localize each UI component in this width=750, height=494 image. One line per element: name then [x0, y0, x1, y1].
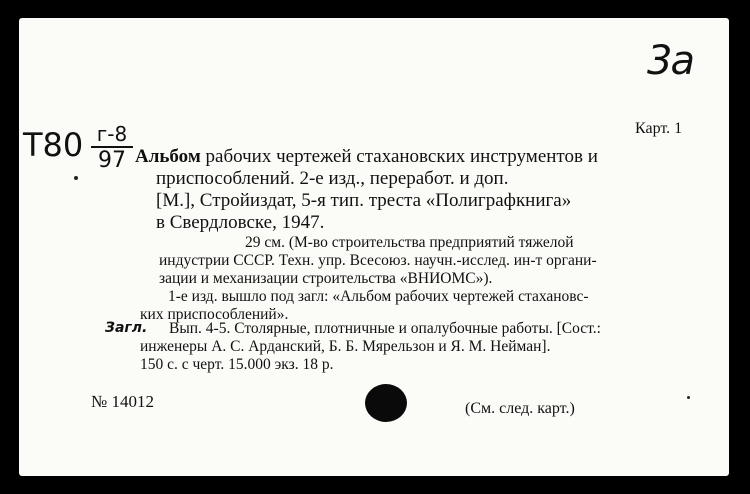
- desc-line-8: 150 с. с черт. 15.000 экз. 18 р.: [140, 356, 334, 373]
- handwritten-note: Загл.: [105, 320, 148, 336]
- title-line-3: [М.], Стройиздат, 5-я тип. треста «Полиграфкнига»: [156, 190, 572, 211]
- title-line-2: приспособлений. 2-е изд., переработ. и доп.: [156, 168, 509, 189]
- title-lead-word: Альбом: [135, 146, 201, 167]
- catalog-card: [19, 18, 729, 476]
- inventory-number: № 14012: [91, 392, 154, 411]
- shelf-mark-fraction: [93, 124, 131, 172]
- desc-line-1: 29 см. (М-во строительства предприятий тяжелой: [245, 234, 574, 251]
- ink-dot: [74, 176, 78, 180]
- library-stamp: [365, 384, 407, 422]
- title-line-1: [135, 146, 598, 168]
- corner-handwritten-mark: 3а: [647, 38, 693, 84]
- ink-dot: [687, 396, 690, 399]
- shelf-mark-denominator: 97: [98, 148, 126, 173]
- desc-line-4: 1-е изд. вышло под загл: «Альбом рабочих чертежей стахановс-: [168, 288, 589, 305]
- desc-line-6: Вып. 4-5. Столярные, плотничные и опалубочные работы. [Сост.:: [169, 320, 601, 337]
- desc-line-2: индустрии СССР. Техн. упр. Всесоюз. научн.-исслед. ин-т органи-: [159, 252, 597, 269]
- shelf-mark-prefix: Т80: [23, 126, 84, 164]
- title-line-1-rest: рабочих чертежей стахановских инструментов и: [200, 146, 598, 167]
- continuation-note: (См. след. карт.): [465, 400, 575, 417]
- title-line-4: в Свердловске, 1947.: [156, 212, 325, 233]
- desc-line-3: зации и механизации строительства «ВНИОМС»).: [159, 270, 493, 287]
- shelf-mark-numerator: г-8: [96, 122, 128, 146]
- card-number: Карт. 1: [635, 120, 683, 137]
- desc-line-7: инженеры А. С. Арданский, Б. Б. Мярельзон и Я. М. Нейман].: [140, 338, 551, 355]
- desc-line-5: ких приспособлений».: [140, 306, 289, 323]
